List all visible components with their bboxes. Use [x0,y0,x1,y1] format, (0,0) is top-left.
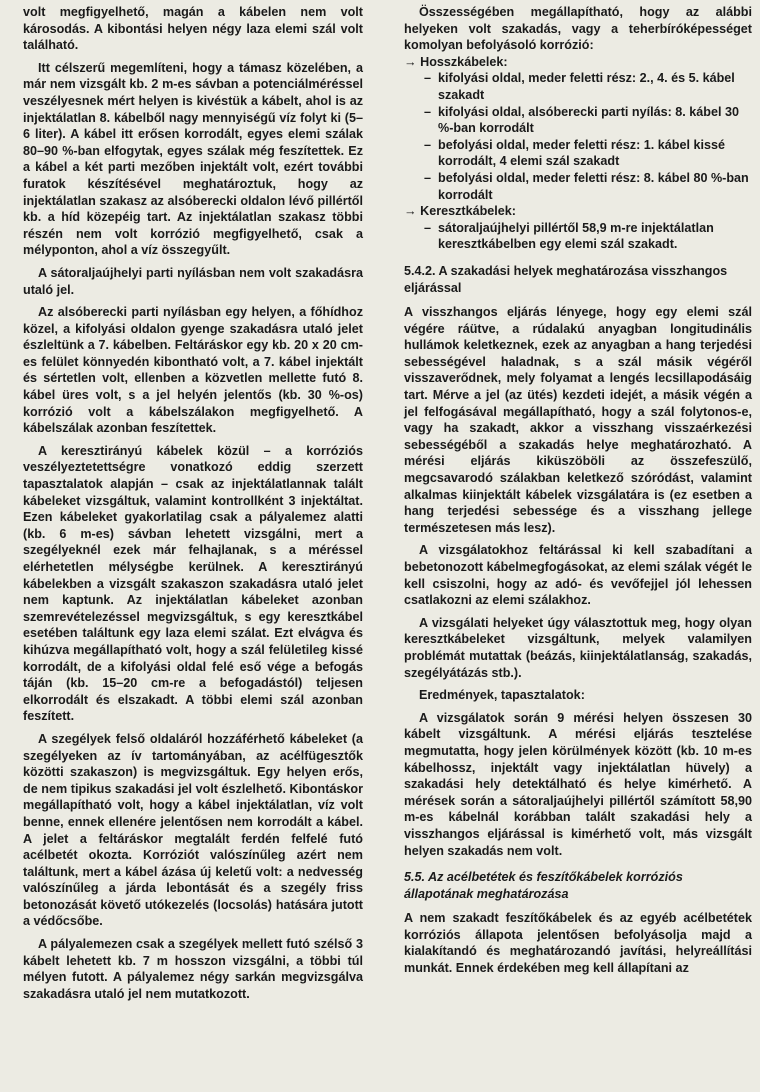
paragraph: Az alsóberecki parti nyílásban egy helyen, a főhídhoz közel, a kifolyási oldalon gyenge szakadásra utaló jelet észleltünk a 7. kábelben. Feltáráskor egy kb. 20 x 20 cm-es felület könnyedén kibontható volt, a 7. kábel injektált és sértetlen volt, ellenben a közvetlen mellette futó 8. kábel üres volt, s a jel helyén jelentős (kb. 30 %-os) korrózió volt a kábelszálakon megfigyelhető. A kábelszálak azonban feszítettek. [23,305,363,436]
left-column [23,4,363,1008]
summary-intro: Összességében megállapítható, hogy az alábbi helyeken volt szakadás, vagy a teherbíróképességet komolyan befolyásoló korrózió: [404,5,752,53]
list-item: – kifolyási oldal, meder feletti rész: 2., 4. és 5. kábel szakadt [424,70,752,103]
paragraph: A sátoraljaújhelyi parti nyílásban nem volt szakadásra utaló jel. [23,265,363,297]
longitudinal-cables-list [404,70,752,203]
list-item: – sátoraljaújhelyi pillértől 58,9 m-re injektálatlan keresztkábelben egy elemi szál szakadt. [424,220,752,253]
paragraph: A visszhangos eljárás lényege, hogy egy elemi szál végére ráütve, a rúdalakú anyagban longitudinális hullámok keletkeznek, ezek az anyagban a hang terjedési sebességével haladnak, s a szál másik végéről visszaverődnek, mely folyamat a lengés lecsillapodásáig tart. Mérve a jel (az ütés) kezdeti idejét, a másik végén a jel felfogásával megállapítható, hogy a szál folytonos-e, vagy ha szakadt, akkor a visszhang visszaérkezési sebességéből a szakadás helye meghatározható. A mérési eljárás kiküszöböli az összefeszülő, megcsavarodó szálakban keletkező szóródást, valamint alkalmas kiinjektált kábelek vizsgálatára is (ez esetben a hang terjedési sebessége és a visszhang jellege természetesen más lesz). [404,305,752,535]
longitudinal-cables-label: → Hosszkábelek: [404,54,508,69]
section-heading-5-4-2: 5.4.2. A szakadási helyek meghatározása visszhangos eljárással [404,263,728,295]
list-item: – kifolyási oldal, alsóberecki parti nyílás: 8. kábel 30 %-ban korrodált [424,104,752,137]
paragraph: A vizsgálati helyeket úgy választottuk meg, hogy olyan keresztkábeleket vizsgáltunk, melyek valamilyen problémát mutattak (beázás, kiinjektálatlanság, szakadás, szegélyátázás stb.). [404,615,752,680]
cross-cables-label: → Keresztkábelek: [404,204,516,219]
cross-cables-list [404,220,752,253]
right-column [404,4,752,983]
paragraph: volt megfigyelhető, magán a kábelen nem volt károsodás. A kibontási helyen négy laza elemi szál volt található. [23,5,363,53]
paragraph: A pályalemezen csak a szegélyek mellett futó szélső 3 kábelt lehetett kb. 7 m hosszon vizsgálni, a többi túl mélyen futott. A pályalemez négy sarkán megvizsgálva szakadásra utaló jel nem mutatkozott. [23,937,363,1001]
list-item: – befolyási oldal, meder feletti rész: 1. kábel kissé korrodált, 4 elemi szál szakadt [424,137,752,170]
section-heading-5-5: 5.5. Az acélbetétek és feszítőkábelek korróziós állapotának meghatározása [404,870,683,901]
paragraph: A vizsgálatokhoz feltárással ki kell szabadítani a bebetonozott kábelmegfogásokat, az elemi szálak végét le kell csiszolni, hogy az adó- és vevőfejjel jól lehessen csatlakozni az elemi szálakhoz. [404,543,752,608]
paragraph: A keresztirányú kábelek közül – a korróziós veszélyeztetettségre vonatkozó eddig szerzett tapasztalatok alapján – csak az injektálatlannak talált kábeleket vizsgáltuk, valamint kontrollként 3 injektáltat. Ezen kábeleket gyakorlatilag csak a pályalemez alatti (kb. 6 m-es) sávban lehetett vizsgálni, mert a szegélyeknél ezek már felhajlanak, s a méréssel elérhetetlen mélységbe kerülnek. A keresztirányú kábelekben a vizsgált szakaszon szakadásra utaló jelet nem kaptunk. Az injektálatlan kábeleket azonban szemrevételezéssel megvizsgáltuk, s egy keresztkábel esetében találtunk egy laza elemi szálat. Ezt elvágva és kihúzva megállapítható volt, hogy a szál felületileg kissé korrodált, de a kifolyási oldal felé eső vége a befogás táján (kb. 15–20 cm-re a befogadástól) teljesen elkorrodált és elszakadt. A többi elemi szál azonban feszített. [23,443,363,724]
paragraph: A nem szakadt feszítőkábelek és az egyéb acélbetétek korróziós állapota jelentősen befolyásolja majd a kialakítandó és meghatározandó javítási, helyreállítási munkát. Ennek érdekében meg kell állapítani az [404,911,752,976]
paragraph: Itt célszerű megemlíteni, hogy a támasz közelében, a már nem vizsgált kb. 2 m-es sávban a potenciálméréssel veszélyesnek mért helyen is kivéstük a kábelt, ahol is az injektálatlan 8. kábelből nagy mennyiségű víz folyt ki (5–6 liter). A kábel itt erősen korrodált, egyes elemi szálak 80–90 %-ban elfogytak, egyes szálak még feszítettek. Ez a kábel a két parti mezőben injektált volt, ezért további furatok készítésével meghatároztuk, hogy az injektálatlan szakasz az alsóberecki oldalon lévő pillértől kb. a híd közepéig tart. Az injektálatlan szakasz többi részén nem volt korrózió megfigyelhető, csak a mélyponton, ahol a víz összegyűlt. [23,60,363,258]
paragraph: A vizsgálatok során 9 mérési helyen összesen 30 kábelt vizsgáltunk. A mérési eljárás tesztelése megmutatta, hogy jelen körülmények között (kb. 10 m-es kábelhossz, injektált vagy injektálatlan hüvely) a szakadási hely detektálható és helye kimérhető. A mérések során a sátoraljaújhelyi pillértől számított 58,90 m-es kábelnál korábban talált szakadási hely a visszhangos eljárással is kimérhető volt, más vizsgált helyen szakadás nem volt. [404,710,752,858]
list-item: – befolyási oldal, meder feletti rész: 8. kábel 80 %-ban korrodált [424,170,752,203]
paragraph: A szegélyek felső oldaláról hozzáférhető kábeleket (a szegélyeken az ív tartományában, az acélfügesztők közötti szakaszon) is megvizsgáltuk. Egy helyen erős, de nem tipikus szakadási jel volt észlelhető. Kibontáskor megállapítható volt, hogy a kábel injektálatlan, víz volt benne, ennek ellenére jelentősen nem korrodált a kábel. A jelet a feltáráskor megtalált ferdén felfelé futó acélbetét okozta. Korróziót valószínűleg azért nem találtunk, mert a kábel ázása új keletű volt: a nedvesség valószínűleg a járda lebontását és a szegély friss betonozását követő utókezelés (locsolás) hatására jutott a védőcsőbe. [23,731,363,929]
paragraph: Eredmények, tapasztalatok: [419,688,585,703]
